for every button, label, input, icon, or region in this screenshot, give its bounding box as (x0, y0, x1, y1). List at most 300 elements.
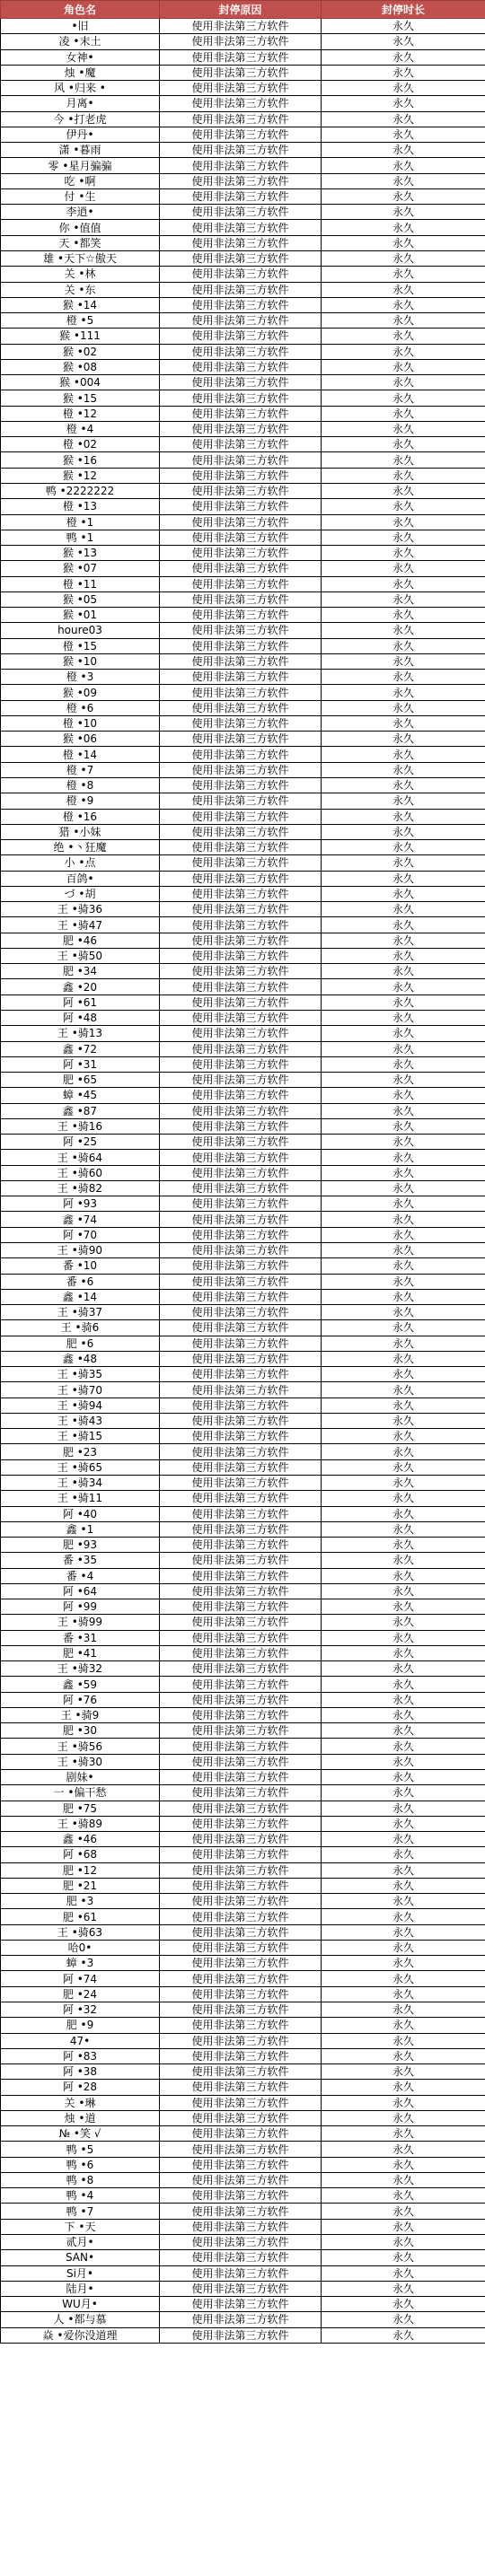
ban-duration-cell: 永久 (322, 2110, 485, 2125)
ban-duration-cell: 永久 (322, 1258, 485, 1274)
header-ban-reason: 封停原因 (160, 1, 322, 19)
ban-reason-cell: 使用非法第三方软件 (160, 34, 322, 49)
table-row (1, 1599, 485, 1615)
role-name-cell: 王 •骑6 (1, 1320, 160, 1336)
ban-reason-cell: 使用非法第三方软件 (160, 2172, 322, 2187)
table-row (1, 205, 485, 220)
ban-duration-cell: 永久 (322, 933, 485, 948)
ban-duration-cell: 永久 (322, 2095, 485, 2110)
table-row (1, 917, 485, 933)
role-name-cell: 王 •骑82 (1, 1180, 160, 1196)
role-name-cell: 肥 •3 (1, 1894, 160, 1909)
role-name-cell: 关 •林 (1, 267, 160, 282)
ban-duration-cell: 永久 (322, 1924, 485, 1940)
ban-reason-cell: 使用非法第三方软件 (160, 1645, 322, 1660)
ban-reason-cell: 使用非法第三方软件 (160, 809, 322, 824)
role-name-cell: 橙 •15 (1, 638, 160, 653)
role-name-cell: 王 •骑56 (1, 1739, 160, 1754)
role-name-cell: 凌 •末土 (1, 34, 160, 49)
table-row (1, 2002, 485, 2018)
table-row (1, 1118, 485, 1134)
ban-duration-cell: 永久 (322, 855, 485, 871)
role-name-cell: 阿 •76 (1, 1692, 160, 1707)
role-name-cell: 猴 •10 (1, 653, 160, 669)
role-name-cell: Si月• (1, 2265, 160, 2281)
table-row (1, 2250, 485, 2265)
ban-duration-cell: 永久 (322, 2126, 485, 2142)
ban-duration-cell: 永久 (322, 653, 485, 669)
role-name-cell: WU月• (1, 2297, 160, 2312)
ban-duration-cell: 永久 (322, 1847, 485, 1862)
ban-duration-cell: 永久 (322, 2327, 485, 2343)
table-row (1, 1088, 485, 1103)
table-row (1, 2110, 485, 2125)
table-row (1, 483, 485, 498)
ban-reason-cell: 使用非法第三方软件 (160, 250, 322, 266)
role-name-cell: 你 •值值 (1, 220, 160, 235)
ban-reason-cell: 使用非法第三方软件 (160, 1429, 322, 1444)
ban-reason-cell: 使用非法第三方软件 (160, 1583, 322, 1599)
table-row (1, 546, 485, 561)
role-name-cell: 肥 •6 (1, 1336, 160, 1351)
role-name-cell: 蟑 •45 (1, 1088, 160, 1103)
table-row (1, 1723, 485, 1739)
ban-reason-cell: 使用非法第三方软件 (160, 1382, 322, 1398)
ban-duration-cell: 永久 (322, 235, 485, 250)
ban-reason-cell: 使用非法第三方软件 (160, 623, 322, 638)
ban-reason-cell: 使用非法第三方软件 (160, 2142, 322, 2157)
ban-duration-cell: 永久 (322, 1956, 485, 1971)
role-name-cell: 鸭 •1 (1, 530, 160, 545)
table-row (1, 1041, 485, 1056)
table-row (1, 329, 485, 344)
ban-reason-cell: 使用非法第三方软件 (160, 1521, 322, 1537)
ban-reason-cell: 使用非法第三方软件 (160, 1739, 322, 1754)
ban-reason-cell: 使用非法第三方软件 (160, 1770, 322, 1785)
table-row (1, 1413, 485, 1428)
ban-reason-cell: 使用非法第三方软件 (160, 1878, 322, 1893)
table-row (1, 282, 485, 297)
ban-reason-cell: 使用非法第三方软件 (160, 19, 322, 34)
ban-duration-cell: 永久 (322, 1862, 485, 1878)
table-row (1, 235, 485, 250)
role-name-cell: 肥 •46 (1, 933, 160, 948)
role-name-cell: 王 •骑89 (1, 1816, 160, 1831)
ban-reason-cell: 使用非法第三方软件 (160, 2265, 322, 2281)
table-row (1, 1212, 485, 1227)
role-name-cell: 猴 •05 (1, 591, 160, 607)
role-name-cell: 一 •偏干愁 (1, 1785, 160, 1801)
ban-duration-cell: 永久 (322, 1242, 485, 1257)
ban-duration-cell: 永久 (322, 917, 485, 933)
table-row (1, 188, 485, 204)
ban-reason-cell: 使用非法第三方软件 (160, 778, 322, 793)
ban-reason-cell: 使用非法第三方软件 (160, 1894, 322, 1909)
ban-reason-cell: 使用非法第三方软件 (160, 855, 322, 871)
role-name-cell: 鸭 •2222222 (1, 483, 160, 498)
role-name-cell: 阿 •48 (1, 1011, 160, 1026)
ban-duration-cell: 永久 (322, 143, 485, 158)
ban-duration-cell: 永久 (322, 1986, 485, 2002)
ban-reason-cell: 使用非法第三方软件 (160, 1553, 322, 1568)
ban-duration-cell: 永久 (322, 1801, 485, 1816)
role-name-cell: 番 •31 (1, 1630, 160, 1645)
table-row (1, 1242, 485, 1257)
ban-reason-cell: 使用非法第三方软件 (160, 111, 322, 127)
role-name-cell: 阿 •68 (1, 1847, 160, 1862)
table-row (1, 1351, 485, 1366)
table-row (1, 1692, 485, 1707)
table-row (1, 1630, 485, 1645)
ban-duration-cell: 永久 (322, 173, 485, 188)
ban-duration-cell: 永久 (322, 1073, 485, 1088)
table-row (1, 1475, 485, 1490)
ban-duration-cell: 永久 (322, 313, 485, 329)
ban-duration-cell: 永久 (322, 1692, 485, 1707)
ban-duration-cell: 永久 (322, 250, 485, 266)
ban-reason-cell: 使用非法第三方软件 (160, 49, 322, 65)
role-name-cell: 肥 •34 (1, 964, 160, 979)
ban-duration-cell: 永久 (322, 220, 485, 235)
ban-duration-cell: 永久 (322, 700, 485, 715)
ban-reason-cell: 使用非法第三方软件 (160, 483, 322, 498)
ban-duration-cell: 永久 (322, 809, 485, 824)
table-row (1, 561, 485, 576)
role-name-cell: 零 •星月骗骗 (1, 158, 160, 173)
table-row (1, 437, 485, 452)
ban-duration-cell: 永久 (322, 871, 485, 886)
ban-duration-cell: 永久 (322, 437, 485, 452)
ban-duration-cell: 永久 (322, 762, 485, 777)
table-row (1, 406, 485, 421)
ban-reason-cell: 使用非法第三方软件 (160, 2033, 322, 2048)
table-row (1, 1459, 485, 1475)
table-row (1, 793, 485, 809)
ban-duration-cell: 永久 (322, 2204, 485, 2219)
ban-reason-cell: 使用非法第三方软件 (160, 2126, 322, 2142)
role-name-cell: 王 •骑47 (1, 917, 160, 933)
ban-reason-cell: 使用非法第三方软件 (160, 2080, 322, 2095)
table-row (1, 623, 485, 638)
table-row (1, 1956, 485, 1971)
ban-reason-cell: 使用非法第三方软件 (160, 1723, 322, 1739)
table-row (1, 1336, 485, 1351)
ban-duration-cell: 永久 (322, 1135, 485, 1150)
ban-reason-cell: 使用非法第三方软件 (160, 1785, 322, 1801)
ban-reason-cell: 使用非法第三方软件 (160, 1661, 322, 1677)
ban-reason-cell: 使用非法第三方软件 (160, 1305, 322, 1320)
ban-duration-cell: 永久 (322, 979, 485, 994)
ban-reason-cell: 使用非法第三方软件 (160, 2297, 322, 2312)
ban-reason-cell: 使用非法第三方软件 (160, 1165, 322, 1180)
role-name-cell: 鑫 •14 (1, 1289, 160, 1304)
table-row (1, 1135, 485, 1150)
role-name-cell: 猴 •15 (1, 390, 160, 406)
ban-reason-cell: 使用非法第三方软件 (160, 591, 322, 607)
table-row (1, 1816, 485, 1831)
ban-reason-cell: 使用非法第三方软件 (160, 1180, 322, 1196)
table-row (1, 1986, 485, 2002)
role-name-cell: 蟑 •3 (1, 1956, 160, 1971)
ban-duration-cell: 永久 (322, 421, 485, 436)
table-row (1, 1491, 485, 1506)
table-row (1, 1878, 485, 1893)
ban-reason-cell: 使用非法第三方软件 (160, 282, 322, 297)
table-row (1, 1165, 485, 1180)
ban-duration-cell: 永久 (322, 2312, 485, 2327)
ban-duration-cell: 永久 (322, 747, 485, 762)
table-row (1, 499, 485, 514)
role-name-cell: 风 •归来 • (1, 81, 160, 96)
ban-reason-cell: 使用非法第三方软件 (160, 2064, 322, 2080)
table-row (1, 2172, 485, 2187)
ban-duration-cell: 永久 (322, 468, 485, 483)
table-row (1, 1011, 485, 1026)
role-name-cell: 王 •骑9 (1, 1707, 160, 1722)
role-name-cell: 橙 •3 (1, 670, 160, 685)
ban-reason-cell: 使用非法第三方软件 (160, 143, 322, 158)
role-name-cell: 烛 •魔 (1, 65, 160, 80)
table-row (1, 267, 485, 282)
ban-duration-cell: 永久 (322, 1103, 485, 1118)
ban-reason-cell: 使用非法第三方软件 (160, 2204, 322, 2219)
ban-duration-cell: 永久 (322, 1305, 485, 1320)
role-name-cell: 王 •骑65 (1, 1459, 160, 1475)
role-name-cell: 百鸽• (1, 871, 160, 886)
table-row (1, 653, 485, 669)
ban-reason-cell: 使用非法第三方软件 (160, 1847, 322, 1862)
role-name-cell: 人 •都与慕 (1, 2312, 160, 2327)
table-row (1, 1770, 485, 1785)
ban-duration-cell: 永久 (322, 793, 485, 809)
table-row (1, 994, 485, 1010)
table-row (1, 2048, 485, 2063)
table-row (1, 452, 485, 468)
table-row (1, 96, 485, 111)
ban-reason-cell: 使用非法第三方软件 (160, 2312, 322, 2327)
table-row (1, 1521, 485, 1537)
ban-reason-cell: 使用非法第三方软件 (160, 840, 322, 855)
table-row (1, 2188, 485, 2204)
table-row (1, 2033, 485, 2048)
ban-duration-cell: 永久 (322, 2018, 485, 2033)
table-row (1, 591, 485, 607)
table-row (1, 1909, 485, 1924)
ban-reason-cell: 使用非法第三方软件 (160, 1924, 322, 1940)
ban-duration-cell: 永久 (322, 1227, 485, 1242)
ban-reason-cell: 使用非法第三方软件 (160, 437, 322, 452)
ban-reason-cell: 使用非法第三方软件 (160, 1971, 322, 1986)
role-name-cell: 伊丹• (1, 127, 160, 142)
ban-reason-cell: 使用非法第三方软件 (160, 65, 322, 80)
ban-reason-cell: 使用非法第三方软件 (160, 329, 322, 344)
ban-duration-cell: 永久 (322, 1816, 485, 1831)
ban-duration-cell: 永久 (322, 1630, 485, 1645)
ban-duration-cell: 永久 (322, 561, 485, 576)
table-row (1, 127, 485, 142)
ban-reason-cell: 使用非法第三方软件 (160, 700, 322, 715)
ban-reason-cell: 使用非法第三方软件 (160, 188, 322, 204)
ban-reason-cell: 使用非法第三方软件 (160, 2157, 322, 2172)
role-name-cell: 小 •点 (1, 855, 160, 871)
ban-duration-cell: 永久 (322, 1754, 485, 1769)
role-name-cell: 猴 •16 (1, 452, 160, 468)
ban-duration-cell: 永久 (322, 81, 485, 96)
ban-duration-cell: 永久 (322, 1770, 485, 1785)
ban-reason-cell: 使用非法第三方软件 (160, 561, 322, 576)
ban-reason-cell: 使用非法第三方软件 (160, 1599, 322, 1615)
role-name-cell: 剧妹• (1, 1770, 160, 1785)
role-name-cell: 肥 •41 (1, 1645, 160, 1660)
ban-duration-cell: 永久 (322, 2265, 485, 2281)
ban-reason-cell: 使用非法第三方软件 (160, 1754, 322, 1769)
ban-duration-cell: 永久 (322, 297, 485, 312)
ban-reason-cell: 使用非法第三方软件 (160, 1956, 322, 1971)
role-name-cell: 橙 •11 (1, 576, 160, 591)
role-name-cell: 陆月• (1, 2281, 160, 2296)
role-name-cell: 橙 •9 (1, 793, 160, 809)
table-row (1, 1971, 485, 1986)
role-name-cell: SAN• (1, 2250, 160, 2265)
ban-reason-cell: 使用非法第三方软件 (160, 1909, 322, 1924)
role-name-cell: 王 •骑34 (1, 1475, 160, 1490)
table-row (1, 2126, 485, 2142)
table-row (1, 375, 485, 390)
ban-reason-cell: 使用非法第三方软件 (160, 964, 322, 979)
ban-reason-cell: 使用非法第三方软件 (160, 1118, 322, 1134)
ban-reason-cell: 使用非法第三方软件 (160, 1816, 322, 1831)
ban-reason-cell: 使用非法第三方软件 (160, 1538, 322, 1553)
ban-reason-cell: 使用非法第三方软件 (160, 902, 322, 917)
role-name-cell: 王 •骑50 (1, 948, 160, 963)
ban-duration-cell: 永久 (322, 2064, 485, 2080)
table-row (1, 421, 485, 436)
table-row (1, 1444, 485, 1459)
role-name-cell: 王 •骑99 (1, 1615, 160, 1630)
ban-reason-cell: 使用非法第三方软件 (160, 715, 322, 731)
table-row (1, 778, 485, 793)
ban-reason-cell: 使用非法第三方软件 (160, 824, 322, 839)
role-name-cell: 肥 •9 (1, 2018, 160, 2033)
role-name-cell: 王 •骑63 (1, 1924, 160, 1940)
ban-reason-cell: 使用非法第三方软件 (160, 1677, 322, 1692)
role-name-cell: 绝 •丶狂魔 (1, 840, 160, 855)
role-name-cell: 阿 •38 (1, 2064, 160, 2080)
ban-reason-cell: 使用非法第三方软件 (160, 173, 322, 188)
ban-reason-cell: 使用非法第三方软件 (160, 158, 322, 173)
role-name-cell: 猴 •111 (1, 329, 160, 344)
role-name-cell: 阿 •40 (1, 1506, 160, 1521)
ban-reason-cell: 使用非法第三方软件 (160, 2002, 322, 2018)
role-name-cell: 雄 •天下☆傲天 (1, 250, 160, 266)
ban-reason-cell: 使用非法第三方软件 (160, 1475, 322, 1490)
table-row (1, 979, 485, 994)
ban-reason-cell: 使用非法第三方软件 (160, 205, 322, 220)
table-row (1, 530, 485, 545)
table-row (1, 1073, 485, 1088)
ban-duration-cell: 永久 (322, 514, 485, 530)
ban-reason-cell: 使用非法第三方软件 (160, 1073, 322, 1088)
role-name-cell: 阿 •31 (1, 1056, 160, 1072)
ban-reason-cell: 使用非法第三方软件 (160, 1056, 322, 1072)
ban-duration-cell: 永久 (322, 359, 485, 374)
role-name-cell: 肥 •65 (1, 1073, 160, 1088)
ban-duration-cell: 永久 (322, 483, 485, 498)
ban-duration-cell: 永久 (322, 591, 485, 607)
role-name-cell: 鑫 •1 (1, 1521, 160, 1537)
role-name-cell: houre03 (1, 623, 160, 638)
role-name-cell: 王 •骑15 (1, 1429, 160, 1444)
ban-reason-cell: 使用非法第三方软件 (160, 576, 322, 591)
ban-reason-cell: 使用非法第三方软件 (160, 653, 322, 669)
table-row (1, 638, 485, 653)
ban-reason-cell: 使用非法第三方软件 (160, 1041, 322, 1056)
role-name-cell: 肥 •75 (1, 1801, 160, 1816)
table-row (1, 143, 485, 158)
ban-duration-cell: 永久 (322, 2297, 485, 2312)
ban-reason-cell: 使用非法第三方软件 (160, 886, 322, 901)
role-name-cell: 阿 •61 (1, 994, 160, 1010)
role-name-cell: 王 •骑37 (1, 1305, 160, 1320)
table-row (1, 1320, 485, 1336)
ban-duration-cell: 永久 (322, 1723, 485, 1739)
role-name-cell: 鑫 •74 (1, 1212, 160, 1227)
ban-reason-cell: 使用非法第三方软件 (160, 1242, 322, 1257)
header-row (1, 1, 485, 19)
table-row (1, 2327, 485, 2343)
ban-duration-cell: 永久 (322, 205, 485, 220)
table-row (1, 2219, 485, 2234)
role-name-cell: 鑫 •87 (1, 1103, 160, 1118)
ban-duration-cell: 永久 (322, 732, 485, 747)
table-row (1, 344, 485, 359)
header-ban-duration: 封停时长 (322, 1, 485, 19)
ban-duration-cell: 永久 (322, 188, 485, 204)
role-name-cell: 关 •琳 (1, 2095, 160, 2110)
ban-reason-cell: 使用非法第三方软件 (160, 1289, 322, 1304)
role-name-cell: 鑫 •72 (1, 1041, 160, 1056)
ban-duration-cell: 永久 (322, 1180, 485, 1196)
role-name-cell: 阿 •99 (1, 1599, 160, 1615)
ban-duration-cell: 永久 (322, 267, 485, 282)
role-name-cell: 肥 •21 (1, 1878, 160, 1893)
ban-duration-cell: 永久 (322, 344, 485, 359)
ban-duration-cell: 永久 (322, 2219, 485, 2234)
table-row (1, 313, 485, 329)
role-name-cell: 王 •骑36 (1, 902, 160, 917)
ban-duration-cell: 永久 (322, 1878, 485, 1893)
role-name-cell: 鸭 •6 (1, 2157, 160, 2172)
ban-reason-cell: 使用非法第三方软件 (160, 2095, 322, 2110)
ban-duration-cell: 永久 (322, 1583, 485, 1599)
role-name-cell: 肥 •61 (1, 1909, 160, 1924)
role-name-cell: 肥 •23 (1, 1444, 160, 1459)
table-row (1, 2095, 485, 2110)
ban-reason-cell: 使用非法第三方软件 (160, 948, 322, 963)
ban-duration-cell: 永久 (322, 1538, 485, 1553)
ban-duration-cell: 永久 (322, 1413, 485, 1428)
table-row (1, 1398, 485, 1413)
role-name-cell: 王 •骑16 (1, 1118, 160, 1134)
ban-duration-cell: 永久 (322, 1444, 485, 1459)
table-row (1, 1150, 485, 1165)
table-row (1, 1924, 485, 1940)
role-name-cell: 阿 •83 (1, 2048, 160, 2063)
ban-reason-cell: 使用非法第三方软件 (160, 375, 322, 390)
ban-reason-cell: 使用非法第三方软件 (160, 685, 322, 700)
role-name-cell: 番 •10 (1, 1258, 160, 1274)
role-name-cell: 番 •6 (1, 1274, 160, 1289)
